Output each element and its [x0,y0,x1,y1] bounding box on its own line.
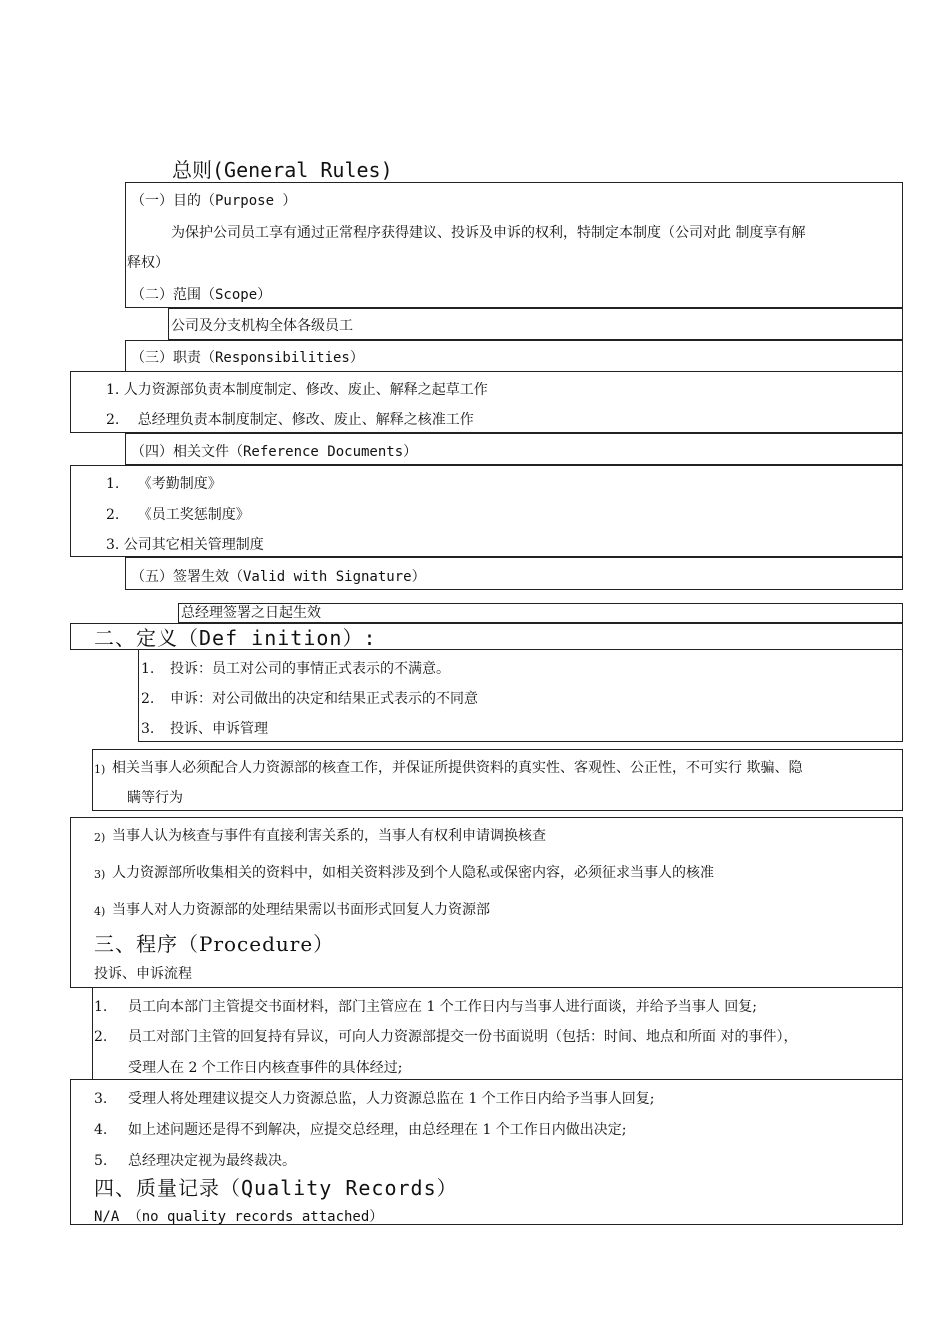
signature-heading: （五）签署生效（Valid with Signature） [131,569,426,585]
responsibility-item-1: 1. 人力资源部负责本制度制定、修改、废止、解释之起草工作 [106,382,488,398]
rule-num-4: 4) [94,905,106,918]
reference-item-2: 2. 《员工奖惩制度》 [106,507,250,523]
quality-body: N/A （no quality records attached） [94,1209,384,1225]
definition-item-2: 申诉：对公司做出的决定和结果正式表示的不同意 [170,691,478,707]
reference-item-1: 1. 《考勤制度》 [106,476,222,492]
purpose-body: 为保护公司员工享有通过正常程序获得建议、投诉及申诉的权利，特制定本制度（公司对此 制度享有解 [171,225,806,241]
step-num-4: 4. [94,1122,108,1138]
definition-num-2: 2. [141,691,155,707]
rule-1: 相关当事人必须配合人力资源部的核查工作，并保证所提供资料的真实性、客观性、公正性，不可实行 欺骗、隐 [112,760,803,776]
step-5: 总经理决定视为最终裁决。 [128,1153,296,1169]
definition-title: 二、定义（Def inition）: [94,626,377,650]
quality-title: 四、质量记录（Quality Records） [94,1176,458,1200]
purpose-heading: （一）目的（Purpose ） [131,193,297,209]
rule-1-cont: 瞒等行为 [127,790,183,806]
references-heading: （四）相关文件（Reference Documents） [131,444,418,460]
definition-item-1: 投诉：员工对公司的事情正式表示的不满意。 [170,661,450,677]
rule-4: 当事人对人力资源部的处理结果需以书面形式回复人力资源部 [112,902,490,918]
procedure-title: 三、程序（Procedure） [94,932,335,956]
definition-item-3: 投诉、申诉管理 [170,721,268,737]
reference-item-3: 3. 公司其它相关管理制度 [106,537,264,553]
step-2-cont: 受理人在 2 个工作日内核查事件的具体经过; [128,1060,403,1076]
responsibility-item-2: 2. 总经理负责本制度制定、修改、废止、解释之核准工作 [106,412,474,428]
rule-num-1: 1) [94,763,106,776]
step-num-3: 3. [94,1091,108,1107]
step-4: 如上述问题还是得不到解决，应提交总经理，由总经理在 1 个工作日内做出决定; [128,1122,627,1138]
purpose-body-cont: 释权） [127,255,169,271]
step-num-1: 1. [94,999,108,1015]
responsibilities-heading: （三）职责（Responsibilities） [131,350,364,366]
definition-num-1: 1. [141,661,155,677]
procedure-subtitle: 投诉、申诉流程 [94,966,192,982]
rule-num-3: 3) [94,868,106,881]
step-2: 员工对部门主管的回复持有异议，可向人力资源部提交一份书面说明（包括：时间、地点和所面 对的事件）， [128,1029,798,1045]
rule-1-box [92,749,903,811]
rule-3: 人力资源部所收集相关的资料中，如相关资料涉及到个人隐私或保密内容，必须征求当事人的核准 [112,865,714,881]
signature-body: 总经理签署之日起生效 [181,605,321,621]
step-1: 员工向本部门主管提交书面材料，部门主管应在 1 个工作日内与当事人进行面谈，并给予当事人 回复; [128,999,757,1015]
definition-num-3: 3. [141,721,155,737]
rule-num-2: 2) [94,831,106,844]
scope-body: 公司及分支机构全体各级员工 [171,318,353,334]
step-num-5: 5. [94,1153,108,1169]
step-num-2: 2. [94,1029,108,1045]
step-3: 受理人将处理建议提交人力资源总监，人力资源总监在 1 个工作日内给予当事人回复; [128,1091,655,1107]
general-rules-title: 总则(General Rules) [172,158,393,182]
scope-heading: （二）范围（Scope） [131,287,272,303]
rule-2: 当事人认为核查与事件有直接利害关系的，当事人有权利申请调换核查 [112,828,546,844]
